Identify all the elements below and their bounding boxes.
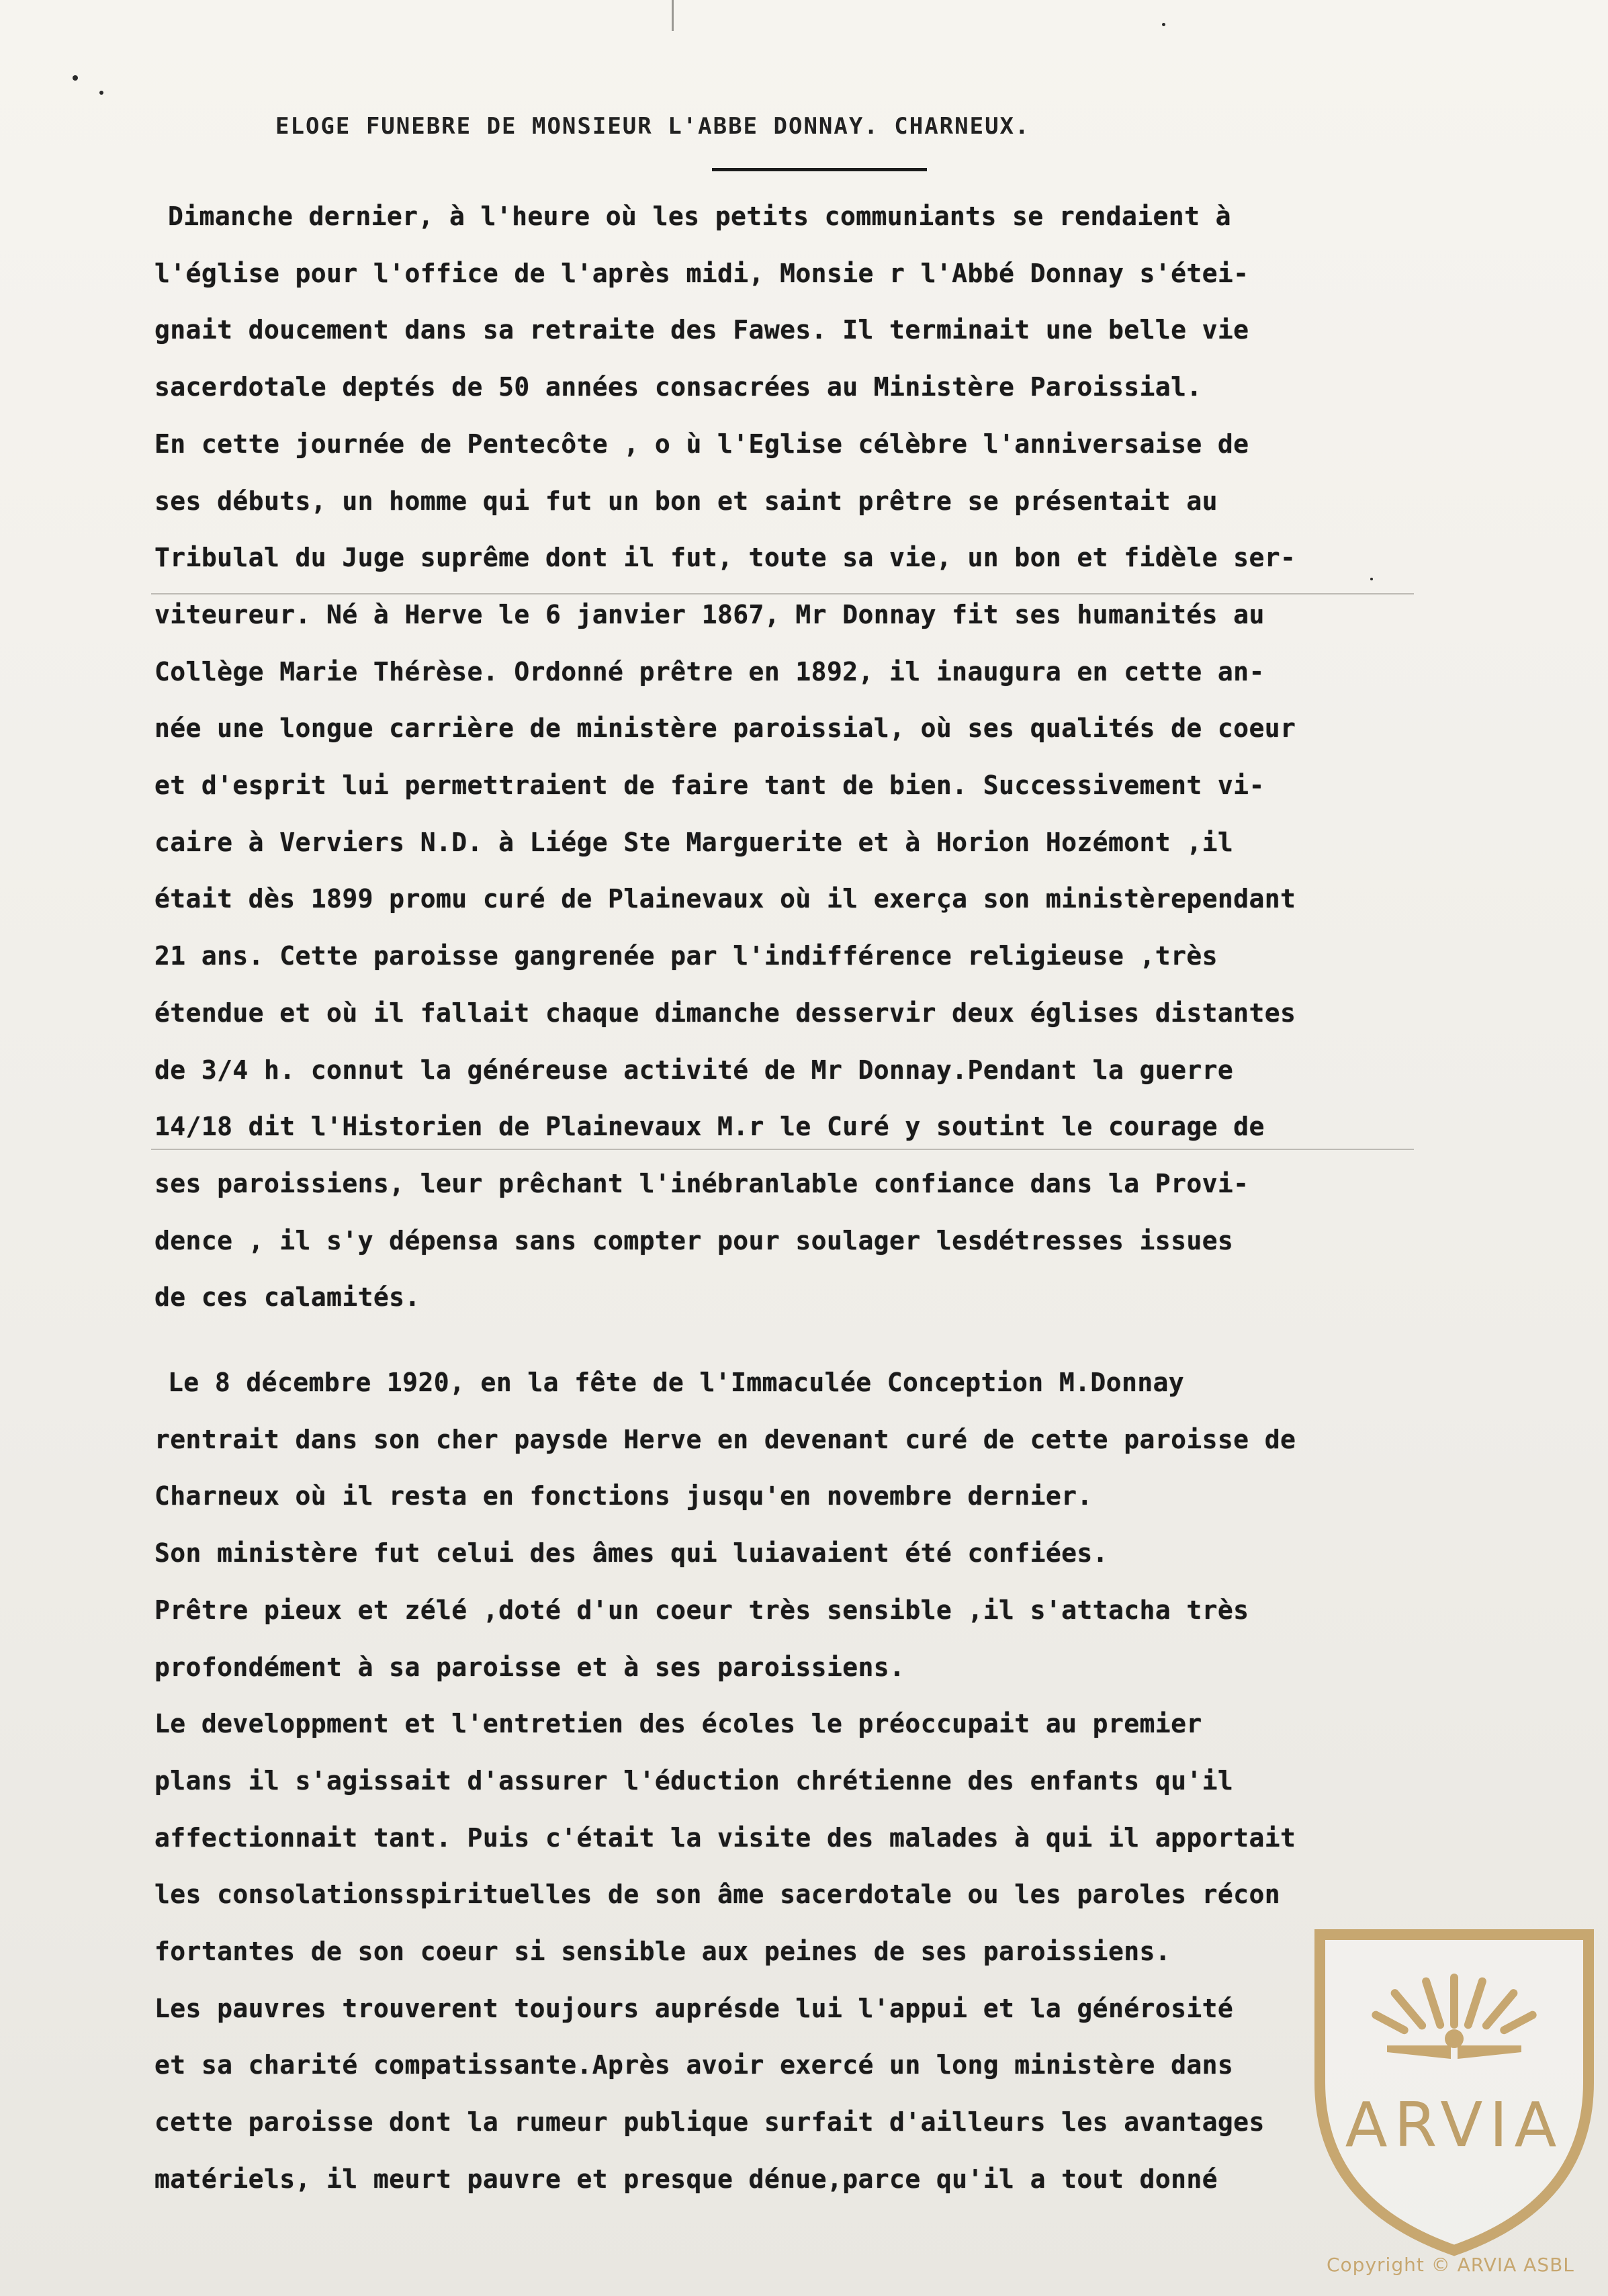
ink-speck (1370, 578, 1373, 580)
paper-fold-mark (672, 0, 674, 31)
text-line: Tribulal du Juge suprême dont il fut, toute sa vie, un bon et fidèle ser- (154, 543, 1296, 572)
text-line: ses paroissiens, leur prêchant l'inébranlable confiance dans la Provi- (154, 1169, 1249, 1198)
text-line: et d'esprit lui permettraient de faire tant de bien. Successivement vi- (154, 770, 1265, 800)
ink-speck (99, 91, 103, 95)
text-line: sacerdotale deptés de 50 années consacrées au Ministère Paroissial. (154, 372, 1202, 402)
paper-crease-line (151, 1149, 1414, 1150)
text-line: cette paroisse dont la rumeur publique surfait d'ailleurs les avantages (154, 2107, 1265, 2137)
text-line: Le developpment et l'entretien des écoles le préoccupait au premier (154, 1709, 1202, 1738)
text-line: En cette journée de Pentecôte , o ù l'Eglise célèbre l'anniversaise de (154, 429, 1249, 459)
text-line: l'église pour l'office de l'après midi, Monsie r l'Abbé Donnay s'étei- (154, 259, 1249, 288)
arvia-watermark-logo (1300, 1921, 1608, 2257)
text-line: de ces calamités. (154, 1282, 420, 1312)
text-line: Dimanche dernier, à l'heure où les petits communiants se rendaient à (168, 202, 1231, 231)
title-underline (712, 168, 927, 171)
text-line: Charneux où il resta en fonctions jusqu'en novembre dernier. (154, 1481, 1093, 1511)
text-line: plans il s'agissait d'assurer l'éduction chrétienne des enfants qu'il (154, 1766, 1234, 1796)
watermark-brand: ARVIA (1345, 2089, 1564, 2161)
text-line: matériels, il meurt pauvre et presque dénue,parce qu'il a tout donné (154, 2164, 1218, 2194)
copyright-notice: Copyright © ARVIA ASBL (1327, 2254, 1574, 2276)
document-title: ELOGE FUNEBRE DE MONSIEUR L'ABBE DONNAY. CHARNEUX. (275, 113, 1030, 140)
ink-speck (1162, 23, 1165, 26)
text-line: viteureur. Né à Herve le 6 janvier 1867, Mr Donnay fit ses humanités au (154, 600, 1265, 629)
text-line: fortantes de son coeur si sensible aux peines de ses paroissiens. (154, 1937, 1171, 1966)
paper-crease-line (151, 593, 1414, 594)
text-line: profondément à sa paroisse et à ses paroissiens. (154, 1652, 905, 1682)
text-line: 21 ans. Cette paroisse gangrenée par l'indifférence religieuse ,très (154, 941, 1218, 971)
text-line: caire à Verviers N.D. à Liége Ste Marguerite et à Horion Hozémont ,il (154, 828, 1234, 857)
text-line: née une longue carrière de ministère paroissial, où ses qualités de coeur (154, 713, 1296, 743)
text-line: étendue et où il fallait chaque dimanche desservir deux églises distantes (154, 998, 1296, 1028)
text-line: Prêtre pieux et zélé ,doté d'un coeur très sensible ,il s'attacha très (154, 1595, 1249, 1625)
text-line: ses débuts, un homme qui fut un bon et saint prêtre se présentait au (154, 486, 1218, 516)
text-line: gnait doucement dans sa retraite des Fawes. Il terminait une belle vie (154, 315, 1249, 345)
text-line: les consolationsspirituelles de son âme sacerdotale ou les paroles récon (154, 1880, 1281, 1909)
text-line: Collège Marie Thérèse. Ordonné prêtre en 1892, il inaugura en cette an- (154, 657, 1265, 687)
text-line: Les pauvres trouverent toujours auprésde lui l'appui et la générosité (154, 1994, 1234, 2023)
text-line: dence , il s'y dépensa sans compter pour soulager lesdétresses issues (154, 1226, 1234, 1255)
text-line: était dès 1899 promu curé de Plainevaux où il exerça son ministèrependant (154, 884, 1296, 914)
ink-speck (73, 75, 78, 81)
text-line: Son ministère fut celui des âmes qui luiavaient été confiées. (154, 1538, 1108, 1568)
text-line: rentrait dans son cher paysde Herve en devenant curé de cette paroisse de (154, 1425, 1296, 1454)
text-line: de 3/4 h. connut la généreuse activité de Mr Donnay.Pendant la guerre (154, 1055, 1234, 1085)
text-line: et sa charité compatissante.Après avoir exercé un long ministère dans (154, 2050, 1234, 2080)
text-line: Le 8 décembre 1920, en la fête de l'Immaculée Conception M.Donnay (168, 1368, 1185, 1397)
text-line: affectionnait tant. Puis c'était la visite des malades à qui il apportait (154, 1823, 1296, 1853)
text-line: 14/18 dit l'Historien de Plainevaux M.r le Curé y soutint le courage de (154, 1112, 1265, 1141)
